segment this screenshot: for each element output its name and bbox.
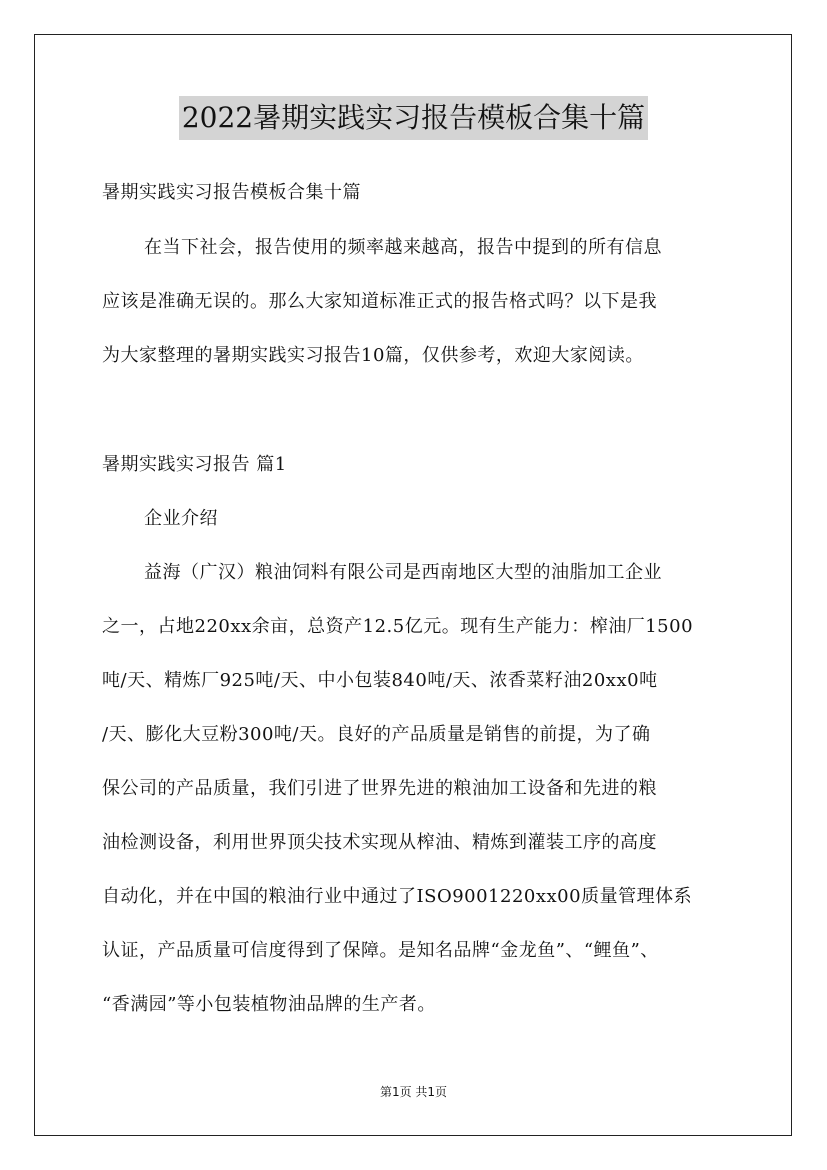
body-line: /天、膨化大豆粉300吨/天。良好的产品质量是销售的前提，为了确: [102, 724, 651, 745]
intro-line: 为大家整理的暑期实践实习报告10篇，仅供参考，欢迎大家阅读。: [102, 345, 644, 366]
intro-line: 应该是准确无误的。那么大家知道标准正式的报告格式吗？以下是我: [102, 291, 657, 312]
body-line: 之一，占地220xx余亩，总资产12.5亿元。现有生产能力：榨油厂1500: [102, 616, 694, 637]
document-subtitle: 暑期实践实习报告模板合集十篇: [102, 182, 361, 203]
body-line: 吨/天、精炼厂925吨/天、中小包装840吨/天、浓香菜籽油20xx0吨: [102, 670, 658, 691]
body-line: “香满园”等小包装植物油品牌的生产者。: [102, 994, 436, 1015]
intro-line: 在当下社会，报告使用的频率越来越高，报告中提到的所有信息: [144, 237, 662, 258]
body-line: 认证，产品质量可信度得到了保障。是知名品牌“金龙鱼”、“鲤鱼”、: [102, 940, 659, 961]
body-line: 油检测设备，利用世界顶尖技术实现从榨油、精炼到灌装工序的高度: [102, 832, 657, 853]
section-heading: 暑期实践实习报告 篇1: [102, 454, 287, 475]
page-number: 第1页 共1页: [379, 1085, 448, 1099]
body-line: 保公司的产品质量，我们引进了世界先进的粮油加工设备和先进的粮: [102, 778, 657, 799]
body-line: 益海（广汉）粮油饲料有限公司是西南地区大型的油脂加工企业: [144, 562, 662, 583]
sub-heading: 企业介绍: [144, 508, 218, 529]
body-line: 自动化，并在中国的粮油行业中通过了ISO9001220xx00质量管理体系: [102, 886, 693, 907]
document-title: 2022暑期实践实习报告模板合集十篇: [179, 96, 648, 140]
title-container: [0, 96, 827, 140]
